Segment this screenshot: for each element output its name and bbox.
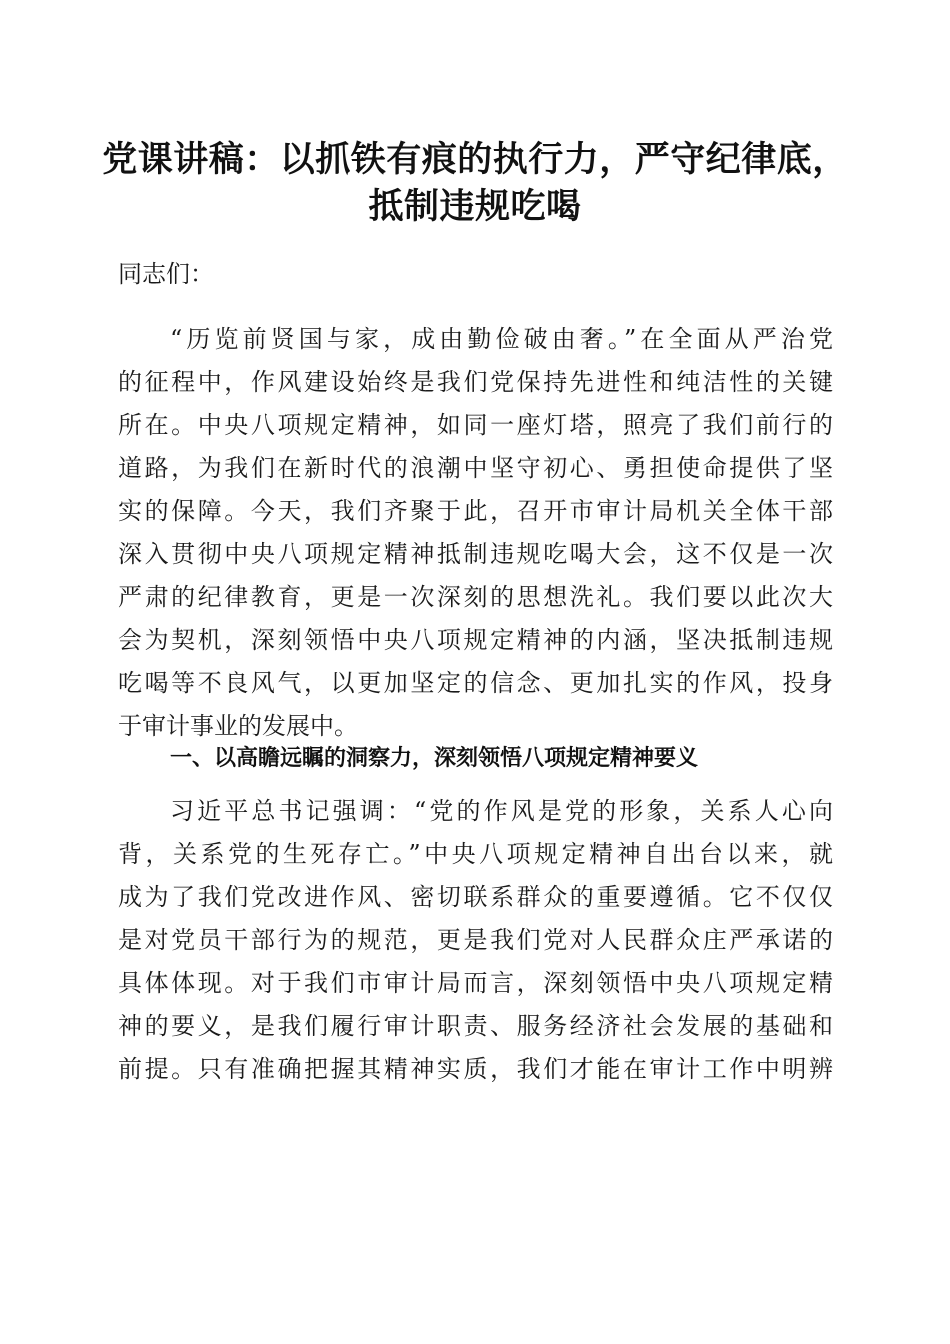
section-line: 前提。只有准确把握其精神实质，我们才能在审计工作中明辨 (118, 1055, 833, 1083)
intro-line: “历览前贤国与家，成由勤俭破由奢。”在全面从严治党 (170, 325, 833, 353)
section-line: 成为了我们党改进作风、密切联系群众的重要遵循。它不仅仅 (118, 883, 833, 911)
intro-line: 的征程中，作风建设始终是我们党保持先进性和纯洁性的关键 (118, 368, 833, 396)
document-title-line-2: 抵制违规吃喝 (368, 186, 582, 227)
intro-line: 严肃的纪律教育，更是一次深刻的思想洗礼。我们要以此次大 (118, 583, 833, 611)
document-title-line-1: 党课讲稿：以抓铁有痕的执行力，严守纪律底， (102, 139, 848, 180)
intro-line: 会为契机，深刻领悟中央八项规定精神的内涵，坚决抵制违规 (118, 626, 833, 654)
intro-line: 吃喝等不良风气，以更加坚定的信念、更加扎实的作风，投身 (118, 669, 833, 697)
intro-line: 所在。中央八项规定精神，如同一座灯塔，照亮了我们前行的 (118, 411, 833, 439)
section-line: 是对党员干部行为的规范，更是我们党对人民群众庄严承诺的 (118, 926, 833, 954)
intro-line: 实的保障。今天，我们齐聚于此，召开市审计局机关全体干部 (118, 497, 833, 525)
section-line: 背，关系党的生死存亡。”中央八项规定精神自出台以来，就 (118, 840, 833, 868)
section-line: 神的要义，是我们履行审计职责、服务经济社会发展的基础和 (118, 1012, 833, 1040)
section-heading: 一、以高瞻远瞩的洞察力，深刻领悟八项规定精神要义 (170, 746, 699, 771)
intro-line: 于审计事业的发展中。 (118, 712, 358, 740)
intro-line: 道路，为我们在新时代的浪潮中坚守初心、勇担使命提供了坚 (118, 454, 833, 482)
section-line: 具体体现。对于我们市审计局而言，深刻领悟中央八项规定精 (118, 969, 833, 997)
section-line: 习近平总书记强调：“党的作风是党的形象，关系人心向 (170, 797, 833, 825)
intro-line: 深入贯彻中央八项规定精神抵制违规吃喝大会，这不仅是一次 (118, 540, 833, 568)
greeting: 同志们： (118, 260, 214, 288)
